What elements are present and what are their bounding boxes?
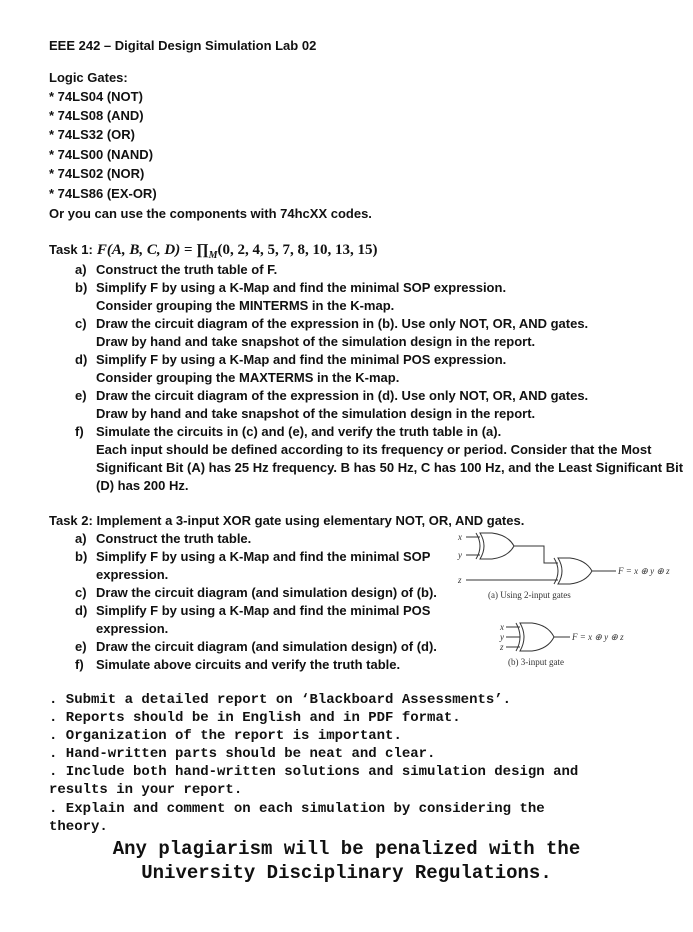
task1-formula-args: (0, 2, 4, 5, 7, 8, 10, 13, 15) [217, 242, 378, 258]
task1-item-text: Consider grouping the MAXTERMS in the K-map. [96, 370, 400, 385]
gate-item: * 74LS08 (AND) [49, 108, 144, 123]
plagiarism-warning: University Disciplinary Regulations. [141, 862, 552, 884]
task2-item-letter: c) [75, 585, 87, 600]
task1-item-text: Simplify F by using a K-Map and find the minimal SOP expression. [96, 280, 507, 295]
task2-item-text: Construct the truth table. [96, 531, 252, 546]
task1-item-text: Draw by hand and take snapshot of the simulation design in the report. [96, 334, 536, 349]
input-x-label: x [458, 532, 462, 542]
task1-item-text: Consider grouping the MINTERMS in the K-map. [96, 298, 395, 313]
input-z-label: z [458, 575, 462, 585]
task1-item-letter: e) [75, 388, 87, 403]
task1-item-text: Each input should be defined according to its frequency or period. Consider that the Most [96, 442, 652, 457]
task1-item-letter: d) [75, 352, 88, 367]
input-x-label-b: x [500, 622, 504, 632]
task2-item-letter: f) [75, 657, 84, 672]
task2-item-text: Simplify F by using a K-Map and find the minimal SOP [96, 549, 431, 564]
xor-gate-b [520, 623, 554, 651]
task2-item-letter: b) [75, 549, 88, 564]
task2-item-text: expression. [96, 567, 169, 582]
note-line: . Hand-written parts should be neat and clear. [49, 746, 436, 762]
task1-formula: F(A, B, C, D) = ∏ [96, 242, 209, 258]
note-line: theory. [49, 819, 108, 835]
task1-item-text: Simulate the circuits in (c) and (e), and verify the truth table in (a). [96, 424, 502, 439]
task1-item-text: Draw by hand and take snapshot of the simulation design in the report. [96, 406, 536, 421]
note-line: . Include both hand-written solutions and simulation design and [49, 764, 579, 780]
gate-item: * 74LS86 (EX-OR) [49, 186, 157, 201]
task1-item-text: Draw the circuit diagram of the expression in (d). Use only NOT, OR, AND gates. [96, 388, 589, 403]
note-line: . Explain and comment on each simulation by considering the [49, 801, 545, 817]
gate-item: * 74LS04 (NOT) [49, 89, 143, 104]
task1-item-letter: c) [75, 316, 87, 331]
note-line: . Reports should be in English and in PDF format. [49, 710, 461, 726]
task1-item-text: Significant Bit (A) has 25 Hz frequency. B has 50 Hz, C has 100 Hz, and the Least Significant Bit [96, 460, 684, 475]
plagiarism-warning: Any plagiarism will be penalized with the [112, 838, 581, 860]
task1-label: Task 1: [49, 242, 93, 257]
gate-item: * 74LS32 (OR) [49, 127, 135, 142]
input-y-label-b: y [500, 632, 504, 642]
task1-item-letter: a) [75, 262, 87, 277]
task2-item-text: Simulate above circuits and verify the truth table. [96, 657, 401, 672]
document-title: EEE 242 – Digital Design Simulation Lab 02 [49, 38, 317, 53]
task1-item-text: Construct the truth table of F. [96, 262, 278, 277]
note-line: . Organization of the report is important. [49, 728, 402, 744]
output-b-label: F = x ⊕ y ⊕ z [572, 632, 624, 642]
output-a-label: F = x ⊕ y ⊕ z [618, 566, 670, 576]
task1-item-letter: f) [75, 424, 84, 439]
xor-figure [448, 525, 688, 675]
gate-item: * 74LS00 (NAND) [49, 147, 154, 162]
task2-item-text: Draw the circuit diagram (and simulation design) of (d). [96, 639, 437, 654]
task1-item-letter: b) [75, 280, 88, 295]
task2-item-letter: e) [75, 639, 87, 654]
task1-item-text: (D) has 200 Hz. [96, 478, 189, 493]
gates-heading: Logic Gates: [49, 70, 128, 85]
task2-item-text: Draw the circuit diagram (and simulation design) of (b). [96, 585, 437, 600]
task1-item-text: Draw the circuit diagram of the expression in (b). Use only NOT, OR, AND gates. [96, 316, 589, 331]
task2-item-text: Simplify F by using a K-Map and find the minimal POS [96, 603, 431, 618]
note-line: . Submit a detailed report on ‘Blackboard Assessments’. [49, 692, 512, 708]
input-z-label-b: z [500, 642, 504, 652]
figure-caption-a: (a) Using 2-input gates [488, 590, 571, 600]
gate-item: * 74LS02 (NOR) [49, 166, 145, 181]
input-y-label: y [458, 550, 462, 560]
task1-item-text: Simplify F by using a K-Map and find the minimal POS expression. [96, 352, 507, 367]
task2-heading: Task 2: Implement a 3-input XOR gate using elementary NOT, OR, AND gates. [49, 513, 525, 528]
figure-caption-b: (b) 3-input gate [508, 657, 564, 667]
task1-heading [49, 241, 378, 261]
xor-gate-a2 [558, 558, 592, 584]
task2-item-letter: d) [75, 603, 88, 618]
task1-formula-sub: M [208, 250, 218, 262]
task2-item-text: expression. [96, 621, 169, 636]
task2-item-letter: a) [75, 531, 87, 546]
note-line: results in your report. [49, 782, 243, 798]
xor-gate-a1 [480, 533, 514, 559]
gates-note: Or you can use the components with 74hcXX codes. [49, 206, 372, 221]
